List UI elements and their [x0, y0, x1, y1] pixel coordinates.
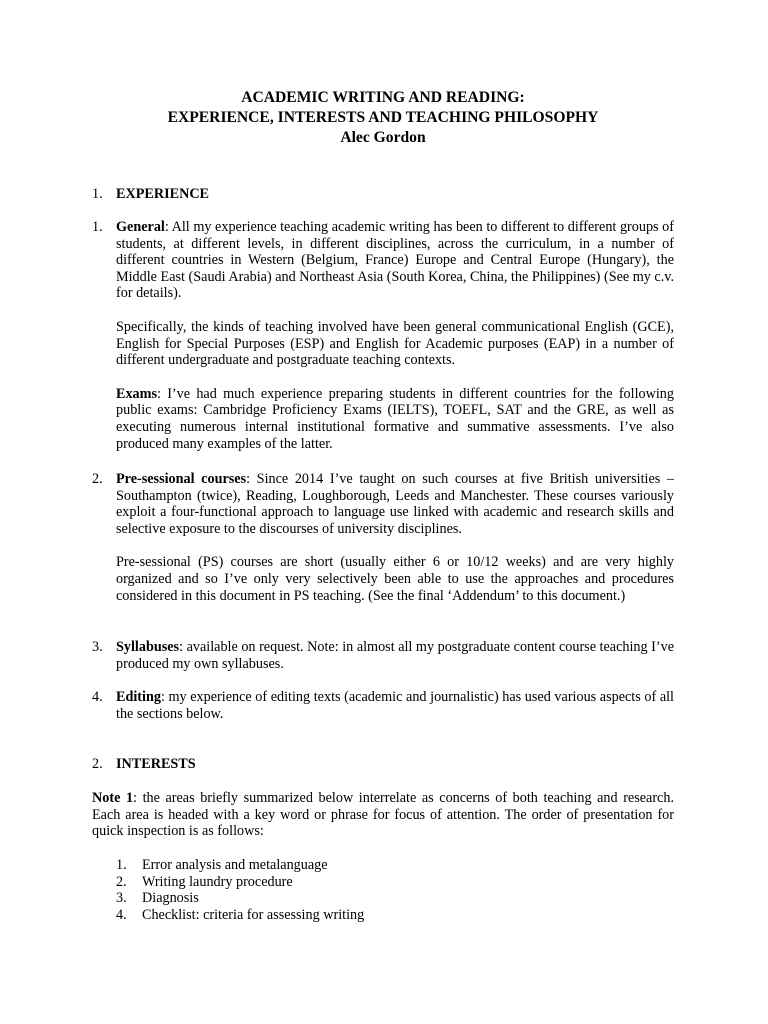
paragraph: Syllabuses: available on request. Note: in almost all my postgraduate content course teaching I’ve produced my own syllabuses.	[116, 639, 674, 672]
list-item-general	[92, 219, 674, 452]
title-line-2: EXPERIENCE, INTERESTS AND TEACHING PHILOSOPHY	[167, 109, 599, 126]
item-label: Syllabuses	[116, 639, 180, 655]
item-number: 1.	[92, 219, 103, 235]
section-title: INTERESTS	[116, 756, 196, 772]
paragraph: General: All my experience teaching academic writing has been to different to different groups of students, at different levels, in different disciplines, across the curriculum, in a number of different countries in Western (Belgium, France) Europe and Central Europe (Hungary), the Middle East (Saudi Arabia) and Northeast Asia (South Korea, China, the Philippines) (See my c.v. for details).	[116, 219, 674, 302]
document-title	[92, 88, 674, 148]
title-line-1: ACADEMIC WRITING AND READING:	[241, 89, 525, 106]
topics-list	[116, 857, 516, 923]
list-item: 4. Checklist: criteria for assessing writing	[116, 906, 365, 923]
paragraph: Pre-sessional courses: Since 2014 I’ve taught on such courses at five British universities – Southampton (twice), Reading, Loughborough, Leeds and Manchester. These courses variously exploit a four-functional approach to language use linked with academic and research skills and selective exposure to the discourses of university disciplines.	[116, 471, 675, 537]
item-label: Editing	[116, 689, 161, 705]
author-name: Alec Gordon	[340, 129, 426, 146]
list-item: 3. Diagnosis	[116, 890, 199, 907]
item-number: 2.	[92, 471, 103, 487]
section-number: 2.	[92, 756, 103, 772]
list-item-pre-sessional	[92, 471, 674, 604]
item-label: General	[116, 219, 165, 235]
list-item-syllabuses	[92, 639, 674, 672]
paragraph: Specifically, the kinds of teaching involved have been general communicational English (GCE), English for Special Purposes (ESP) and English for Academic purposes (EAP) in a number of different undergraduate and postgraduate teaching contexts.	[116, 318, 674, 369]
section-title: EXPERIENCE	[116, 186, 210, 202]
list-item: 2. Writing laundry procedure	[116, 873, 293, 890]
item-label: Exams	[116, 385, 157, 402]
paragraph: Editing: my experience of editing texts (academic and journalistic) has used various aspects of all the sections below.	[116, 689, 674, 722]
note-paragraph: Note 1: the areas briefly summarized below interrelate as concerns of both teaching and research. Each area is headed with a key word or phrase for focus of attention. The order of presentation for quick inspection is as follows:	[92, 790, 674, 840]
list-item: 1. Error analysis and metalanguage	[116, 857, 328, 873]
note-label: Note 1	[92, 790, 134, 806]
paragraph: Exams: I’ve had much experience preparing students in different countries for the following public exams: Cambridge Proficiency Exams (IELTS), TOEFL, SAT and the GRE, as well as executing numerous internal institutional formative and summative assessments. I’ve also produced many examples of the latter.	[116, 385, 674, 452]
item-label: Pre-sessional courses	[116, 471, 247, 487]
item-number: 3.	[92, 639, 103, 655]
section-number: 1.	[92, 186, 103, 202]
paragraph: Pre-sessional (PS) courses are short (usually either 6 or 10/12 weeks) and are very highly organized and so I’ve only very selectively been able to use the approaches and procedures considered in this document in PS teaching. (See the final ‘Addendum’ to this document.)	[116, 554, 674, 604]
list-item-editing	[92, 689, 674, 722]
item-number: 4.	[92, 689, 103, 705]
